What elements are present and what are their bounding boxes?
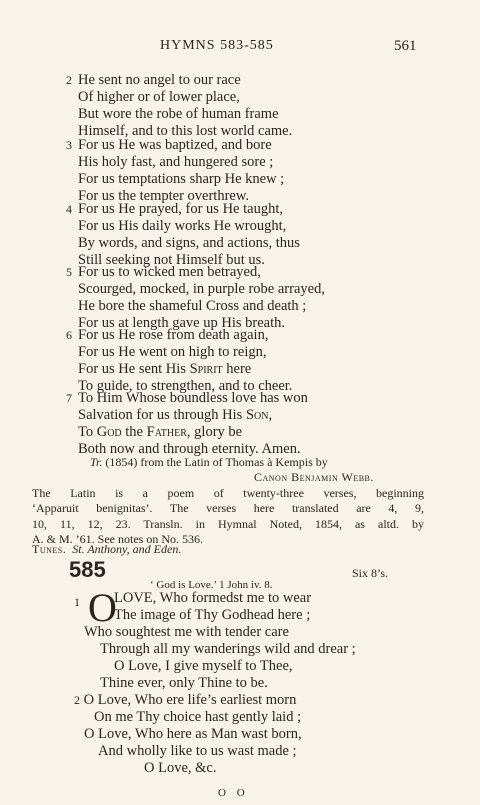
verse-number: 7 — [66, 391, 72, 405]
tunes-names: St. Anthony, and Eden. — [72, 542, 182, 556]
verse-line: O Love, I give myself to Thee, — [114, 658, 293, 674]
hymn-epigraph: ‘ God is Love.’ 1 John iv. 8. — [150, 579, 273, 591]
tunes-label: Tunes. — [32, 542, 67, 556]
verse-number: 2 — [66, 73, 72, 87]
page-number: 561 — [394, 38, 417, 54]
verse-5 — [66, 264, 325, 332]
verse-line: 7 To Him Whose boundless love has won — [66, 390, 308, 406]
small-caps-father: Father, — [146, 424, 191, 440]
verse-line: He bore the shameful Cross and death ; — [78, 298, 307, 314]
verse-6 — [66, 327, 292, 395]
verse-line: For us temptations sharp He knew ; — [78, 171, 285, 187]
verse-line: Scourged, mocked, in purple robe arrayed, — [78, 281, 325, 297]
verse-line: Himself, and to this lost world came. — [78, 123, 293, 139]
note-line: A. & M. ’61. See notes on No. 536. — [32, 531, 203, 546]
verse-line: Who soughtest me with tender care — [84, 624, 289, 640]
verse-line: Both now and through eternity. Amen. — [78, 441, 301, 457]
note-paragraph — [32, 486, 424, 547]
small-caps-god: God — [96, 424, 122, 440]
verse-line: Of higher or of lower place, — [78, 89, 240, 105]
hymn-meter: Six 8’s. — [352, 566, 389, 580]
verse-line: Thine ever, only Thine to be. — [100, 675, 268, 691]
verse-line: 2 O Love, Who ere life’s earliest morn — [74, 692, 297, 708]
verse-line: To God the Father, glory be — [78, 424, 243, 440]
verse-line: For us at length gave up His breath. — [78, 315, 285, 331]
verse-line: For us the tempter overthrew. — [78, 188, 249, 204]
verse-line: By words, and signs, and actions, thus — [78, 235, 300, 251]
verse-4 — [66, 201, 300, 269]
verse-line: But wore the robe of human frame — [78, 106, 279, 122]
verse-line: Salvation for us through His Son, — [78, 407, 273, 423]
hymn585-verse-2 — [74, 692, 302, 777]
hymn-number: 585 — [69, 557, 106, 582]
note-line: The Latin is a poem of twenty-three verses, beginning — [32, 486, 424, 500]
verse-number: 3 — [66, 138, 72, 152]
note-line: ‘Apparuit benignitas’. The verses here translated are 4, 9, — [32, 501, 424, 516]
verse-line: On me Thy choice hast gently laid ; — [94, 709, 302, 725]
verse-line: For us He sent His Spirit here — [78, 361, 252, 377]
verse-number: 4 — [66, 202, 72, 216]
verse-line: LOVE, Who formedst me to wear — [114, 590, 312, 606]
small-caps-spirit: Spirit — [189, 361, 223, 377]
verse-line: O Love, Who here as Man wast born, — [84, 726, 302, 742]
verse-number: 5 — [66, 265, 72, 279]
page-header — [0, 38, 480, 58]
hymn585-verse-1-bottom — [84, 624, 356, 692]
verse-line: 6 For us He rose from death again, — [66, 327, 269, 343]
verse-line: His holy fast, and hungered sore ; — [78, 154, 274, 170]
dropcap-letter: O — [88, 585, 117, 630]
translator-line-2: Canon Benjamin Webb. — [254, 470, 374, 484]
verse-2 — [66, 72, 292, 140]
verse-line: The image of Thy Godhead here ; — [114, 607, 311, 623]
running-title: HYMNS 583-585 — [160, 38, 274, 53]
verse-line: To guide, to strengthen, and to cheer. — [78, 378, 293, 394]
verse-7 — [66, 390, 308, 458]
verse-line: 4 For us He prayed, for us He taught, — [66, 201, 283, 217]
verse-line: O Love, &c. — [144, 760, 217, 776]
verse-line: 3 For us He was baptized, and bore — [66, 137, 272, 153]
verse-number: 6 — [66, 328, 72, 342]
verse-line: For us He went on high to reign, — [78, 344, 267, 360]
verse-line: And wholly like to us wast made ; — [98, 743, 297, 759]
verse-line: Through all my wanderings wild and drear ; — [100, 641, 356, 657]
verse-number: 1 — [74, 595, 80, 609]
verse-number: 2 — [74, 693, 80, 707]
tunes-line — [32, 542, 181, 557]
verse-3 — [66, 137, 284, 205]
translator-line-1: Tr. (1854) from the Latin of Thomas à Kempis by — [90, 455, 328, 469]
small-caps-son: Son, — [245, 407, 273, 423]
note-line: 10, 11, 12, 23. Transln. in Hymnal Noted, 1854, as altd. by — [32, 516, 424, 531]
verse-line: 5 For us to wicked men betrayed, — [66, 264, 261, 280]
verse-line: Still seeking not Himself but us. — [78, 252, 265, 268]
verse-line: 2 He sent no angel to our race — [66, 72, 241, 88]
hymn585-verse-1-top — [114, 590, 311, 624]
signature-mark: O O — [218, 787, 249, 799]
verse-line: For us His daily works He wrought, — [78, 218, 287, 234]
